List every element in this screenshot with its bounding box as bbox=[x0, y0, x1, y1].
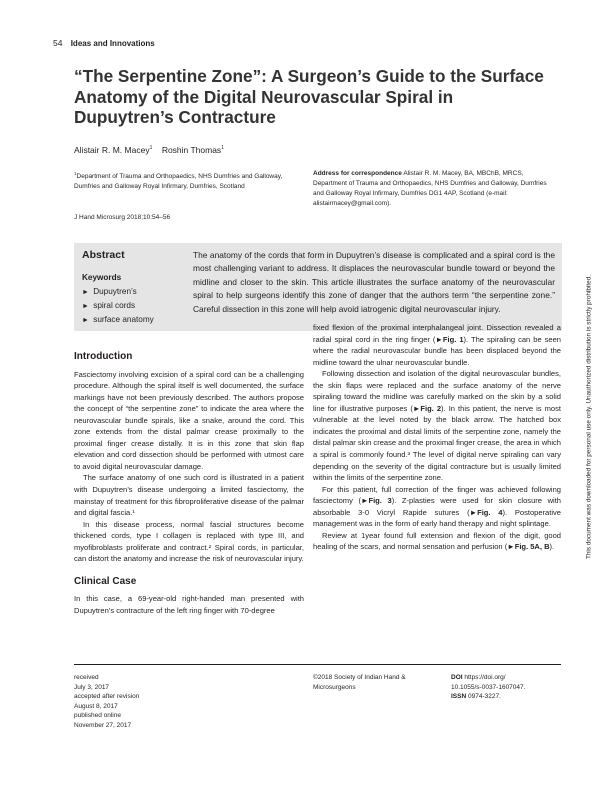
published-label: published online bbox=[74, 712, 121, 719]
correspondence-label: Address for correspondence bbox=[313, 170, 402, 177]
figure-reference[interactable]: ►Fig. 5A, B bbox=[507, 542, 550, 552]
issn-label: ISSN bbox=[451, 693, 467, 700]
paragraph-text: fixed flexion of the proximal interphalangeal joint. Dissection revealed a radial spiral cord in the ring finger ( bbox=[313, 323, 561, 344]
paragraph-text: ). bbox=[549, 542, 555, 552]
published-date: November 27, 2017 bbox=[74, 721, 132, 729]
section-heading-introduction: Introduction bbox=[74, 351, 133, 362]
correspondence-text: Alistair R. M. Macey, BA, MBChB, MRCS, Department of Trauma and Orthopaedics, NHS Dumfries and Galloway, Dumfries and Galloway Royal Infirmary, Dumfries DG1 4AP, Scotland (e-mail: alistairmacey@gmail.com). bbox=[313, 170, 547, 207]
figure-reference[interactable]: ►Fig. 1 bbox=[435, 334, 464, 344]
body-column-left bbox=[74, 351, 304, 616]
section-label: Ideas and Innovations bbox=[70, 39, 155, 48]
paragraph bbox=[313, 368, 561, 483]
doi-id[interactable]: 10.1055/s-0037-1607047. bbox=[451, 683, 526, 691]
author-list bbox=[74, 145, 224, 155]
paragraph-text: Review at 1year found full extension and flexion of the digit, good healing of the scars, and normal sensation and perfusion ( bbox=[313, 530, 561, 552]
article-history bbox=[74, 673, 274, 730]
paragraph: Fasciectomy involving excision of a spiral cord can be a challenging procedure. Although the spiral itself is well documented, the surface markings have not been previously described. The authors propose the concept of “the serpentine zone” to indicate the area where the neurovascular bundle spirals, like a snake, around the cord. This zone extends from the distal palmar crease proximally to the proximal finger crease distally. It is in this zone that skin flap elevation and cord dissection should be performed with utmost care to avoid digital neurovascular damage. bbox=[74, 369, 304, 471]
keyword-item bbox=[82, 313, 154, 327]
paragraph-text: ). Z-plasties were used for skin closure with absorbable 3-0 Vicryl Rapide sutures ( bbox=[313, 496, 562, 517]
affiliation bbox=[74, 169, 299, 191]
paragraph-text: ). Postoperative management was in the form of early hand therapy and night splintage. bbox=[313, 507, 561, 529]
received-date: July 3, 2017 bbox=[74, 683, 110, 691]
keyword-text: Dupuytren’s bbox=[93, 287, 137, 296]
author-affiliation-mark: 1 bbox=[149, 145, 153, 152]
paragraph bbox=[313, 530, 561, 553]
keyword-item bbox=[82, 299, 154, 313]
paragraph-text: ). The spiraling can be seen where the radial neurovascular bundle has been displaced beyond the midline toward the ulnar neurovascular bundle. bbox=[313, 334, 561, 367]
copyright: ©2018 Society of Indian Hand & Microsurgeons bbox=[313, 674, 406, 691]
paragraph: In this disease process, normal fascial structures become thickened cords, type I collagen is replaced with type III, and myofibroblasts proliferate and contract.² Spiral cords, in particular, can distort the anatomy and increase the risk of neurovascular injury. bbox=[74, 519, 304, 564]
page-number: 54 bbox=[53, 38, 63, 48]
accepted-label: accepted after revision bbox=[74, 693, 140, 700]
arrow-icon: ► bbox=[82, 317, 89, 324]
keyword-item bbox=[82, 285, 154, 299]
abstract-heading: Abstract bbox=[82, 249, 125, 261]
download-notice bbox=[583, 232, 595, 602]
paragraph-text: ). In this patient, the nerve is most vulnerable at the level noted by the black arrow. The hatched box indicates the proximal and distal limits of the serpentine zone, namely the distal palmar skin crease and the proximal finger crease, the area in which a spiral is commonly found.³ The level of digital nerve spiraling can vary depending on the severity of the digital contracture but is usually limited within the limits of the serpentine zone. bbox=[313, 403, 561, 483]
author-name: Roshin Thomas bbox=[161, 145, 222, 155]
paragraph bbox=[313, 322, 561, 368]
footer-divider bbox=[74, 664, 561, 665]
keyword-list bbox=[82, 285, 154, 327]
paragraph: The surface anatomy of one such cord is illustrated in a patient with Dupuytren’s disease undergoing a limited fasciectomy, the mainstay of treatment for this fibroproliferative disease of the palmar and digital fascia.¹ bbox=[74, 473, 304, 518]
affiliation-mark: 1 bbox=[74, 171, 77, 176]
received-label: received bbox=[74, 674, 99, 681]
figure-reference[interactable]: ►Fig. 3 bbox=[360, 496, 392, 506]
running-header bbox=[53, 38, 155, 48]
author-affiliation-mark: 1 bbox=[221, 145, 224, 152]
figure-reference[interactable]: ►Fig. 4 bbox=[469, 507, 503, 517]
keywords-heading: Keywords bbox=[82, 273, 122, 282]
doi-label: DOI bbox=[451, 674, 463, 681]
journal-citation: J Hand Microsurg 2018;10:54–56 bbox=[74, 214, 171, 221]
paragraph-text: For this patient, full correction of the finger was achieved following fasciectomy ( bbox=[313, 484, 561, 506]
article-title: “The Serpentine Zone”: A Surgeon’s Guide to the Surface Anatomy of the Digital Neurovascular Spiral in Dupuytren’s Contracture bbox=[74, 66, 544, 127]
arrow-icon: ► bbox=[82, 289, 89, 296]
arrow-icon: ► bbox=[82, 303, 89, 310]
doi-block bbox=[451, 673, 561, 702]
body-column-right bbox=[313, 322, 561, 553]
paragraph bbox=[313, 484, 561, 530]
keyword-text: surface anatomy bbox=[93, 315, 154, 324]
paragraph-text: Following dissection and isolation of the digital neurovascular bundles, the skin flaps were replaced and the surface anatomy of the nerve spiraling toward the midline was carefully marked on the skin by a solid line for illustrative purposes ( bbox=[313, 369, 561, 413]
paragraph: In this case, a 69-year-old right-handed man presented with Dupuytren’s contracture of the left ring finger with 70-degree bbox=[74, 594, 304, 615]
keyword-text: spiral cords bbox=[93, 301, 136, 310]
section-heading-clinical-case: Clinical Case bbox=[74, 575, 137, 587]
abstract-text: The anatomy of the cords that form in Dupuytren’s disease is complicated and a spiral cord is the most challenging variant to address. It displaces the neurovascular bundle toward or beyond the midline and closer to the skin. This article illustrates the surface anatomy of the neurovascular spiral to help surgeons identify this zone of danger that the authors term “the serpentine zone.” Careful dissection in this zone will help avoid iatrogenic digital neurovascular injury. bbox=[193, 250, 555, 314]
correspondence bbox=[313, 169, 553, 209]
issn-value: 0974-3227. bbox=[467, 693, 501, 700]
accepted-date: August 8, 2017 bbox=[74, 702, 118, 710]
download-notice-text: This document was downloaded for personal use only. Unauthorized distribution is strictly prohibited. bbox=[585, 274, 593, 560]
author-name: Alistair R. M. Macey bbox=[74, 145, 150, 155]
figure-reference[interactable]: ►Fig. 2 bbox=[412, 403, 442, 413]
doi-url[interactable]: https://doi.org/ bbox=[464, 674, 506, 681]
affiliation-text: Department of Trauma and Orthopaedics, NHS Dumfries and Galloway, Dumfries and Galloway Royal Infirmary, Dumfries, Scotland bbox=[74, 173, 283, 190]
